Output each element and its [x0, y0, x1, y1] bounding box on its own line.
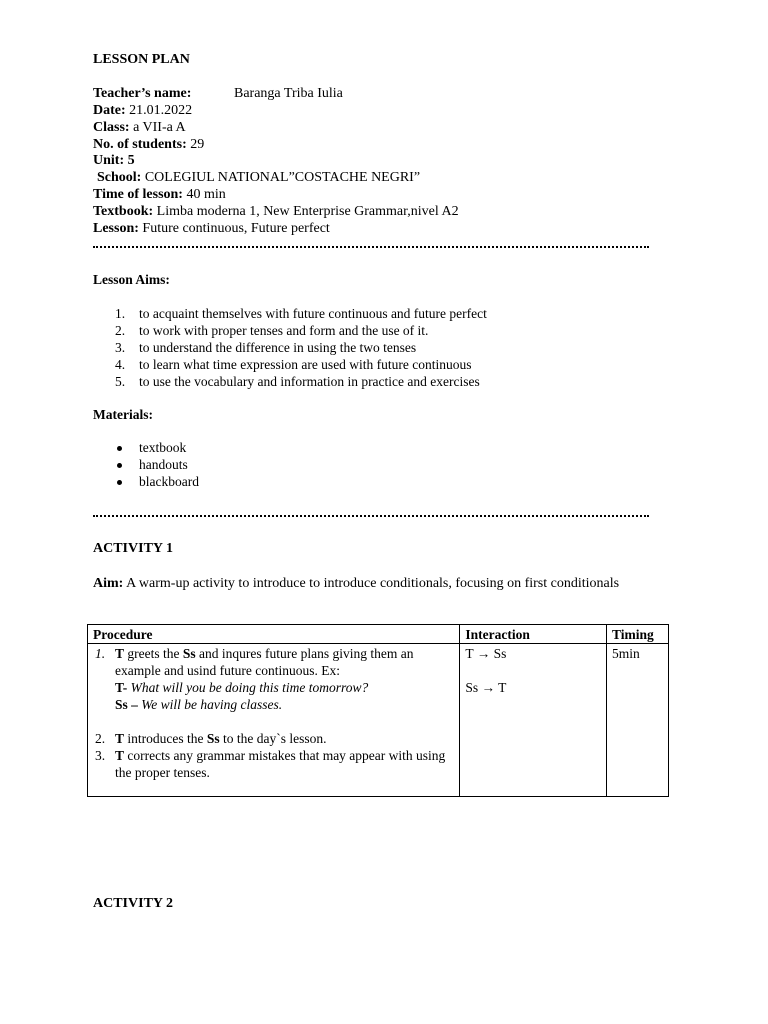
list-item-number: 2. [115, 323, 126, 338]
teacher-value: Baranga Triba Iulia [234, 86, 343, 101]
bullet-icon [117, 463, 122, 468]
time-row [93, 188, 226, 202]
timing-cell [607, 644, 669, 797]
textbook-label: Textbook: [93, 204, 154, 219]
lesson-aims-heading: Lesson Aims: [93, 272, 170, 287]
aim-label: Aim: [93, 576, 124, 591]
textbook-row [93, 205, 459, 219]
step-number: 2. [95, 731, 106, 746]
step-text: and inqures future plans giving them an example and usind future continuous. Ex: [115, 646, 414, 678]
bullet-icon [117, 480, 122, 485]
list-item-text: to use the vocabulary and information in practice and exercises [139, 374, 480, 389]
bullet-icon [117, 446, 122, 451]
teacher-label: Teacher’s name: [93, 86, 192, 101]
students-row [93, 138, 204, 152]
procedure-cell [88, 644, 460, 797]
school-label: School: [97, 170, 142, 185]
document-title: LESSON PLAN [93, 52, 190, 67]
step-number: 3. [95, 748, 106, 763]
interaction-cell [460, 644, 607, 797]
list-item-text: to acquaint themselves with future continuous and future perfect [139, 306, 487, 321]
students-label: No. of students: [93, 137, 187, 152]
teacher-abbrev: T [115, 748, 125, 763]
activity-1-heading: ACTIVITY 1 [93, 541, 173, 556]
activity-2-heading: ACTIVITY 2 [93, 896, 173, 911]
class-value: a VII-a A [133, 120, 186, 135]
list-item-text: to work with proper tenses and form and the use of it. [139, 323, 429, 338]
list-item-text: textbook [139, 440, 187, 455]
list-item-number: 1. [115, 306, 126, 321]
step-text: greets the [127, 646, 180, 661]
table-row [88, 644, 669, 797]
example-text: What will you be doing this time tomorrow? [130, 680, 369, 695]
students-value: 29 [190, 137, 205, 152]
teacher-abbrev: T [115, 646, 125, 661]
list-item-number: 3. [115, 340, 126, 355]
procedure-step-3 [95, 747, 455, 781]
dotted-divider [93, 515, 649, 517]
teacher-row [93, 87, 191, 101]
list-item-number: 4. [115, 357, 126, 372]
class-label: Class: [93, 120, 130, 135]
column-header-timing: Timing [607, 625, 669, 644]
table-header-row [88, 625, 669, 644]
textbook-value: Limba moderna 1, New Enterprise Grammar,nivel A2 [156, 204, 459, 219]
interaction-students-to-teacher: Ss → T [465, 680, 507, 695]
lesson-value: Future continuous, Future perfect [142, 221, 330, 236]
time-label: Time of lesson: [93, 187, 183, 202]
students-abbrev: Ss [182, 646, 196, 661]
class-row [93, 121, 186, 135]
procedure-table [87, 624, 669, 797]
column-header-procedure: Procedure [88, 625, 460, 644]
students-abbrev: Ss [206, 731, 220, 746]
step-text: to the day`s lesson. [223, 731, 327, 746]
activity-1-aim [93, 575, 633, 592]
aim-text: A warm-up activity to introduce to introduce conditionals, focusing on first conditionals [126, 576, 620, 591]
list-item-text: blackboard [139, 474, 199, 489]
list-item-text: handouts [139, 457, 188, 472]
school-row [97, 171, 420, 185]
school-value: COLEGIUL NATIONAL”COSTACHE NEGRI” [144, 170, 421, 185]
lesson-label: Lesson: [93, 221, 139, 236]
example-text: We will be having classes. [141, 697, 283, 712]
interaction-teacher-to-students: T → Ss [465, 646, 507, 661]
time-value: 40 min [186, 187, 226, 202]
timing-value: 5min [612, 646, 640, 661]
list-item-number: 5. [115, 374, 126, 389]
procedure-step-1 [95, 645, 455, 713]
date-value: 21.01.2022 [129, 103, 193, 118]
column-header-interaction: Interaction [460, 625, 607, 644]
example-speaker: Ss – [115, 697, 138, 712]
date-row [93, 104, 192, 118]
unit-row [93, 154, 135, 168]
teacher-abbrev: T [115, 731, 125, 746]
date-label: Date: [93, 103, 126, 118]
list-item-text: to understand the difference in using the two tenses [139, 340, 417, 355]
materials-heading: Materials: [93, 407, 153, 422]
list-item-text: to learn what time expression are used with future continuous [139, 357, 472, 372]
procedure-step-2 [95, 730, 455, 747]
example-speaker: T- [115, 680, 128, 695]
dotted-divider [93, 246, 649, 248]
step-text: introduces the [127, 731, 204, 746]
unit-label: Unit: 5 [93, 153, 135, 168]
step-text: corrects any grammar mistakes that may appear with using the proper tenses. [115, 748, 446, 780]
lesson-row [93, 222, 330, 236]
step-number: 1. [95, 646, 106, 661]
